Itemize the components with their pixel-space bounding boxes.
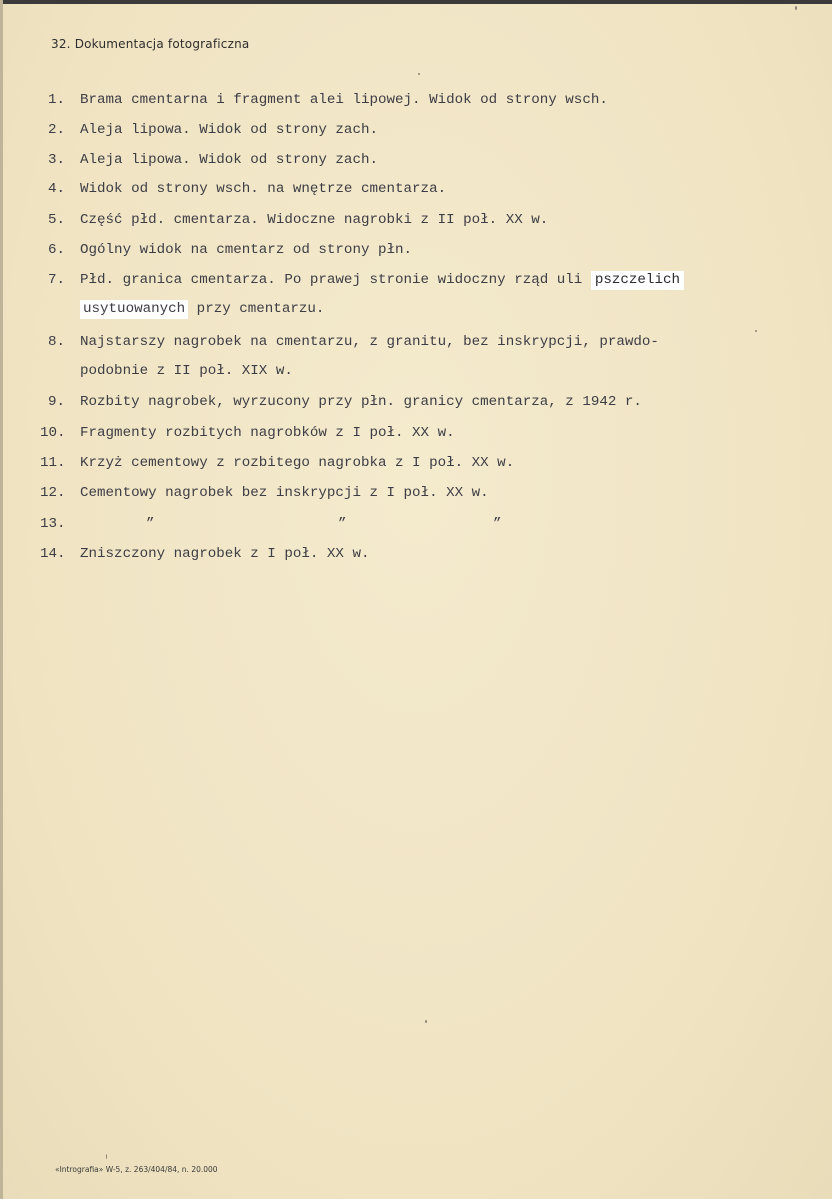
item-text: Aleja lipowa. Widok od strony zach. bbox=[80, 122, 378, 138]
item-number: 8. bbox=[48, 334, 66, 350]
paper-speck bbox=[106, 1154, 107, 1159]
item-text-main: Płd. granica cmentarza. Po prawej stronie widoczny rząd uli bbox=[80, 272, 583, 288]
item-number: 5. bbox=[48, 212, 66, 228]
item-text: Cementowy nagrobek bez inskrypcji z I poł. XX w. bbox=[80, 485, 489, 501]
item-number: 4. bbox=[48, 181, 66, 197]
item-number: 6. bbox=[48, 242, 66, 258]
item-text bbox=[80, 300, 324, 318]
item-text-cont: przy cmentarzu. bbox=[188, 301, 325, 317]
print-footer: «Intrografia» W-5, z. 263/404/84, n. 20.000 bbox=[55, 1165, 218, 1174]
item-text: Rozbity nagrobek, wyrzucony przy płn. granicy cmentarza, z 1942 r. bbox=[80, 394, 642, 410]
item-text: Fragmenty rozbitych nagrobków z I poł. XX w. bbox=[80, 425, 455, 441]
item-number: 1. bbox=[48, 92, 66, 108]
paper-speck bbox=[795, 6, 797, 10]
highlighted-word: pszczelich bbox=[591, 271, 684, 290]
item-text: Krzyż cementowy z rozbitego nagrobka z I poł. XX w. bbox=[80, 455, 515, 471]
item-number: 12. bbox=[40, 485, 66, 501]
paper-speck bbox=[418, 73, 420, 75]
item-number: 3. bbox=[48, 152, 66, 168]
ditto-mark: ” bbox=[493, 516, 502, 532]
item-text: Najstarszy nagrobek na cmentarzu, z granitu, bez inskrypcji, prawdo- bbox=[80, 334, 659, 350]
left-edge bbox=[0, 0, 3, 1199]
item-number: 10. bbox=[40, 425, 66, 441]
paper-speck bbox=[755, 330, 757, 332]
item-number: 9. bbox=[48, 394, 66, 410]
item-number: 13. bbox=[40, 516, 66, 532]
section-header: 32. Dokumentacja fotograficzna bbox=[51, 37, 250, 51]
item-text: Część płd. cmentarza. Widoczne nagrobki z II poł. XX w. bbox=[80, 212, 549, 228]
item-text: Ogólny widok na cmentarz od strony płn. bbox=[80, 242, 413, 258]
item-text bbox=[80, 271, 684, 289]
highlighted-word: usytuowanych bbox=[80, 300, 188, 319]
item-text: Brama cmentarna i fragment alei lipowej. Widok od strony wsch. bbox=[80, 92, 608, 108]
item-text: Aleja lipowa. Widok od strony zach. bbox=[80, 152, 378, 168]
item-number: 2. bbox=[48, 122, 66, 138]
top-border bbox=[0, 0, 832, 4]
item-number: 14. bbox=[40, 546, 66, 562]
item-text: Zniszczony nagrobek z I poł. XX w. bbox=[80, 546, 370, 562]
item-number: 7. bbox=[48, 272, 66, 288]
item-text: podobnie z II poł. XIX w. bbox=[80, 363, 293, 379]
paper-speck bbox=[425, 1020, 427, 1023]
ditto-mark: ” bbox=[146, 516, 155, 532]
item-text: Widok od strony wsch. na wnętrze cmentarza. bbox=[80, 181, 447, 197]
item-number: 11. bbox=[40, 455, 66, 471]
ditto-mark: ” bbox=[338, 516, 347, 532]
